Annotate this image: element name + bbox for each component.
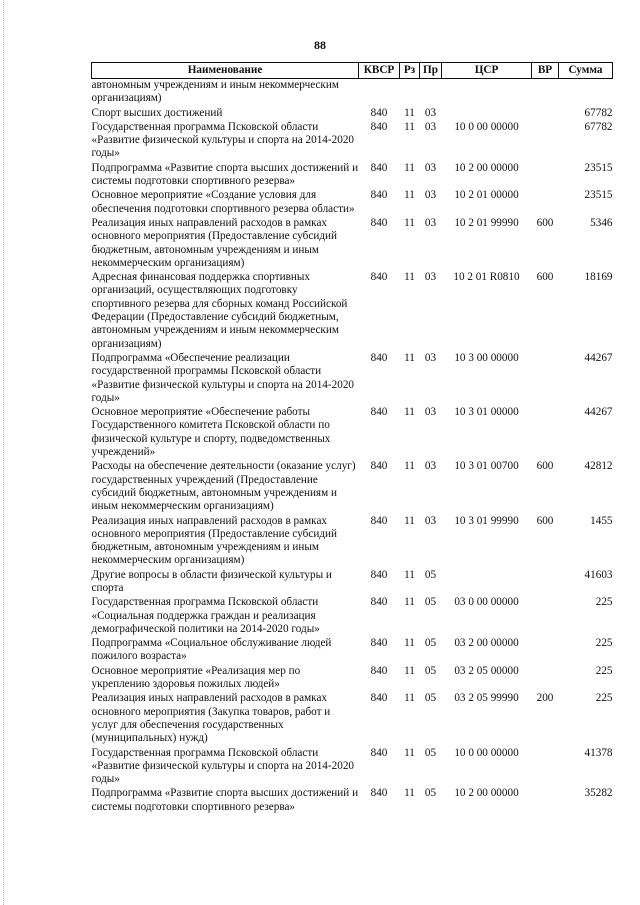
cell-rz xyxy=(400,79,420,107)
cell-sum: 225 xyxy=(595,664,613,677)
cell-rz: 11 xyxy=(404,460,415,473)
cell-sum: 23515 xyxy=(584,189,613,202)
cell-vr xyxy=(532,637,559,665)
scan-edge xyxy=(3,0,5,905)
table-row xyxy=(92,406,613,460)
cell-sum: 225 xyxy=(595,596,613,609)
cell-pr: 03 xyxy=(424,406,437,419)
cell-kvsr: 840 xyxy=(370,189,388,202)
cell-sum: 225 xyxy=(595,637,613,650)
header-kvsr: КВСР xyxy=(359,63,400,79)
cell-csr: 10 2 00 00000 xyxy=(454,787,519,800)
cell-rz: 11 xyxy=(404,161,415,174)
header-vr: ВР xyxy=(532,63,559,79)
cell-kvsr: 840 xyxy=(370,637,388,650)
cell-name: Основное мероприятие «Реализация мер по укреплению здоровья пожилых людей» xyxy=(91,664,301,691)
cell-name: Подпрограмма «Обеспечение реализации государственной программы Псковской области «Развитие физической культуры и спорта на 2014-2020 годы» xyxy=(91,351,355,404)
cell-pr: 05 xyxy=(424,637,437,650)
table-row xyxy=(92,569,613,597)
table-row xyxy=(92,665,613,693)
cell-name: Подпрограмма «Социальное обслуживание людей пожилого возраста» xyxy=(91,637,332,663)
table-header-row xyxy=(92,63,613,79)
cell-csr xyxy=(442,107,532,121)
cell-rz: 11 xyxy=(404,189,415,202)
cell-kvsr: 840 xyxy=(370,787,388,800)
cell-name: Государственная программа Псковской области «Развитие физической культуры и спорта на 2014-2020 годы» xyxy=(91,746,355,786)
cell-kvsr: 840 xyxy=(370,106,388,119)
cell-csr: 10 2 01 R0810 xyxy=(453,271,520,284)
cell-name: Основное мероприятие «Создание условия для обеспечения подготовки спортивного резерва области» xyxy=(91,189,355,215)
header-sum: Сумма xyxy=(559,63,613,79)
table-row xyxy=(92,637,613,665)
cell-rz: 11 xyxy=(404,216,415,229)
cell-rz: 11 xyxy=(404,746,415,759)
cell-rz: 11 xyxy=(404,692,415,705)
cell-csr: 03 2 05 00000 xyxy=(454,664,519,677)
cell-vr xyxy=(532,596,559,637)
page-number: 88 xyxy=(314,38,326,52)
cell-kvsr: 840 xyxy=(370,746,388,759)
cell-sum: 225 xyxy=(595,692,613,705)
cell-kvsr: 840 xyxy=(370,514,388,527)
cell-sum: 18169 xyxy=(584,271,613,284)
cell-csr xyxy=(442,569,532,597)
cell-pr: 03 xyxy=(424,216,437,229)
table-row xyxy=(92,747,613,788)
cell-name: Государственная программа Псковской области «Социальная поддержка граждан и реализация демографической политики на 2014-2020 годы» xyxy=(91,596,320,635)
cell-sum: 67782 xyxy=(584,120,613,133)
cell-vr xyxy=(532,107,559,121)
header-pr: Пр xyxy=(420,63,442,79)
cell-rz: 11 xyxy=(404,106,415,119)
cell-kvsr: 840 xyxy=(370,664,388,677)
budget-table xyxy=(91,62,613,815)
cell-vr: 600 xyxy=(536,514,554,527)
cell-vr xyxy=(532,79,559,107)
cell-pr: 03 xyxy=(424,351,437,364)
table-row xyxy=(92,162,613,190)
cell-vr: 600 xyxy=(536,460,554,473)
cell-vr xyxy=(532,121,559,162)
cell-name: Адресная финансовая поддержка спортивных организаций, осуществляющих подготовку спортивного резерва для сборных команд Российской Федерации (Предоставление субсидий бюджетным, автономным учреждениям и иным некоммерческим организациям) xyxy=(91,271,348,350)
cell-pr: 03 xyxy=(424,106,437,119)
cell-rz: 11 xyxy=(404,406,415,419)
cell-vr xyxy=(532,747,559,788)
cell-name: Расходы на обеспечение деятельности (оказание услуг) государственных учреждений (Предоставление субсидий бюджетным, автономным учреждениям и иным некоммерческим организациям) xyxy=(91,460,356,513)
cell-pr: 05 xyxy=(424,664,437,677)
cell-sum: 5346 xyxy=(590,216,613,229)
cell-csr xyxy=(442,79,532,107)
cell-vr: 200 xyxy=(536,692,554,705)
cell-kvsr: 840 xyxy=(370,596,388,609)
table-row xyxy=(92,515,613,569)
cell-sum: 23515 xyxy=(584,161,613,174)
cell-rz: 11 xyxy=(404,637,415,650)
cell-name: Спорт высших достижений xyxy=(91,106,223,119)
table-row xyxy=(92,189,613,217)
cell-rz: 11 xyxy=(404,664,415,677)
table-row xyxy=(92,460,613,514)
cell-name: Основное мероприятие «Обеспечение работы Государственного комитета Псковской области по физической культуре и спорту, подведомственных учреждений» xyxy=(91,406,331,459)
cell-kvsr: 840 xyxy=(370,161,388,174)
cell-kvsr: 840 xyxy=(370,460,388,473)
cell-vr xyxy=(532,189,559,217)
cell-pr: 03 xyxy=(424,120,437,133)
table-row xyxy=(92,596,613,637)
cell-rz: 11 xyxy=(404,787,415,800)
cell-pr: 05 xyxy=(424,787,437,800)
cell-pr: 03 xyxy=(424,460,437,473)
cell-sum: 44267 xyxy=(584,351,613,364)
table-row xyxy=(92,79,613,107)
cell-pr: 03 xyxy=(424,514,437,527)
cell-vr xyxy=(532,665,559,693)
table-row xyxy=(92,107,613,121)
header-name: Наименование xyxy=(92,63,359,79)
cell-csr: 03 2 05 99990 xyxy=(454,692,519,705)
cell-name: Подпрограмма «Развитие спорта высших достижений и системы подготовки спортивного резерва» xyxy=(91,787,359,813)
cell-name: Подпрограмма «Развитие спорта высших достижений и системы подготовки спортивного резерва» xyxy=(91,161,359,188)
cell-csr: 10 2 01 00000 xyxy=(454,189,519,202)
cell-rz: 11 xyxy=(404,351,415,364)
cell-csr: 10 3 01 00000 xyxy=(454,406,519,419)
cell-csr: 10 0 00 00000 xyxy=(454,120,519,133)
table-row xyxy=(92,692,613,746)
cell-sum: 35282 xyxy=(584,787,613,800)
cell-sum: 1455 xyxy=(590,514,613,527)
cell-sum: 67782 xyxy=(584,106,613,119)
cell-csr: 03 2 00 00000 xyxy=(454,637,519,650)
cell-name: Реализация иных направлений расходов в рамках основного мероприятия (Предоставление субсидий бюджетным, автономным учреждениям и иным некоммерческим организациям) xyxy=(91,514,337,567)
cell-kvsr: 840 xyxy=(370,406,388,419)
cell-pr xyxy=(420,79,442,107)
cell-sum: 42812 xyxy=(584,460,613,473)
cell-name: Государственная программа Псковской области «Развитие физической культуры и спорта на 2014-2020 годы» xyxy=(91,120,355,160)
cell-pr: 05 xyxy=(424,568,437,581)
cell-kvsr: 840 xyxy=(370,568,388,581)
cell-vr: 600 xyxy=(536,271,554,284)
cell-vr xyxy=(532,569,559,597)
cell-pr: 05 xyxy=(424,692,437,705)
cell-pr: 03 xyxy=(424,161,437,174)
cell-name: Реализация иных направлений расходов в рамках основного мероприятия (Предоставление субсидий бюджетным, автономным учреждениям и иным некоммерческим организациям) xyxy=(91,216,337,269)
cell-kvsr: 840 xyxy=(370,692,388,705)
cell-rz: 11 xyxy=(404,120,415,133)
cell-rz: 11 xyxy=(404,271,415,284)
cell-kvsr xyxy=(359,79,400,107)
cell-pr: 05 xyxy=(424,596,437,609)
cell-name: Другие вопросы в области физической культуры и спорта xyxy=(91,568,332,594)
cell-name: Реализация иных направлений расходов в рамках основного мероприятия (Закупка товаров, работ и услуг для обеспечения государственных (муниципальных) нужд) xyxy=(91,692,331,745)
cell-csr: 10 2 01 99990 xyxy=(454,216,519,229)
cell-csr: 03 0 00 00000 xyxy=(454,596,519,609)
cell-rz: 11 xyxy=(404,596,415,609)
table-row xyxy=(92,352,613,406)
header-csr: ЦСР xyxy=(442,63,532,79)
cell-kvsr: 840 xyxy=(370,120,388,133)
cell-name: автономным учреждениям и иным некоммерческим организациям) xyxy=(91,79,339,105)
header-rz: Рз xyxy=(400,63,420,79)
cell-pr: 05 xyxy=(424,746,437,759)
cell-pr: 03 xyxy=(424,189,437,202)
cell-kvsr: 840 xyxy=(370,271,388,284)
cell-vr xyxy=(532,406,559,460)
cell-csr: 10 3 01 00700 xyxy=(454,460,519,473)
table-row xyxy=(92,217,613,271)
cell-sum: 44267 xyxy=(584,406,613,419)
table-row xyxy=(92,121,613,162)
table-row xyxy=(92,271,613,352)
cell-vr xyxy=(532,352,559,406)
cell-kvsr: 840 xyxy=(370,216,388,229)
cell-sum: 41603 xyxy=(584,568,613,581)
cell-csr: 10 3 00 00000 xyxy=(454,351,519,364)
cell-sum: 41378 xyxy=(584,746,613,759)
table-body xyxy=(92,79,613,816)
cell-csr: 10 3 01 99990 xyxy=(454,514,519,527)
cell-rz: 11 xyxy=(404,514,415,527)
cell-rz: 11 xyxy=(404,568,415,581)
table-row xyxy=(92,787,613,815)
cell-csr: 10 2 00 00000 xyxy=(454,161,519,174)
cell-pr: 03 xyxy=(424,271,437,284)
cell-sum xyxy=(559,79,613,107)
cell-csr: 10 0 00 00000 xyxy=(454,746,519,759)
cell-kvsr: 840 xyxy=(370,351,388,364)
cell-vr xyxy=(532,162,559,190)
cell-vr xyxy=(532,787,559,815)
cell-vr: 600 xyxy=(536,216,554,229)
